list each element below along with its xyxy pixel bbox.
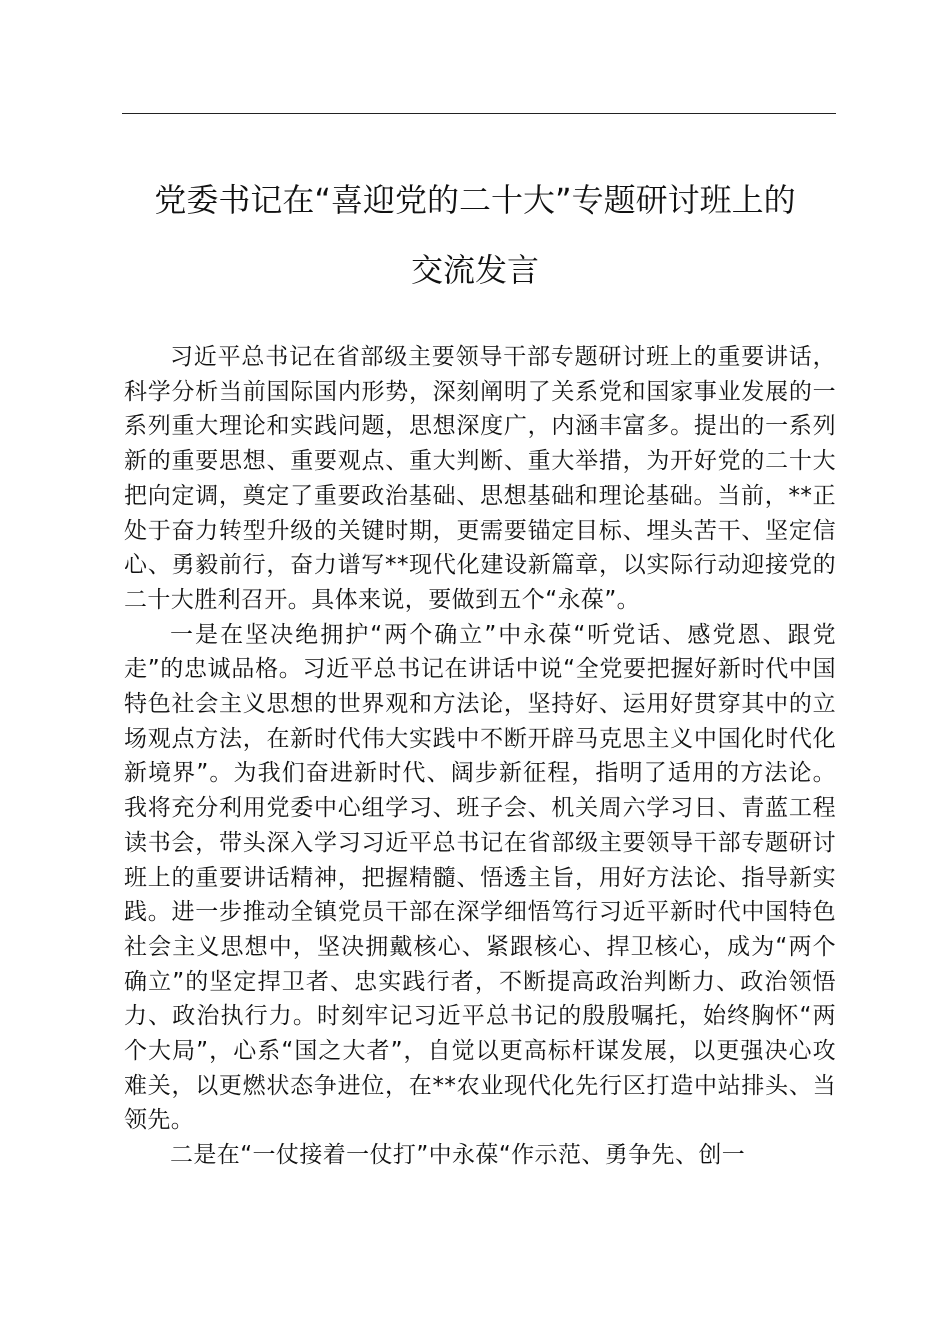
paragraph-intro: 习近平总书记在省部级主要领导干部专题研讨班上的重要讲话，科学分析当前国际国内形势，深刻阐明了关系党和国家事业发展的一系列重大理论和实践问题，思想深度广，内涵丰富多。提出的一系列新的重要思想、重要观点、重大判断、重大举措，为开好党的二十大把向定调，奠定了重要政治基础、思想基础和理论基础。当前，**正处于奋力转型升级的关键时期，更需要锚定目标、埋头苦干、坚定信心、勇毅前行，奋力谱写**现代化建设新篇章，以实际行动迎接党的二十大胜利召开。具体来说，要做到五个“永葆”。 [124, 344, 836, 613]
document-body [124, 340, 836, 1173]
paragraph-point-two: 二是在“一仗接着一仗打”中永葆“作示范、勇争先、创一 [170, 1142, 746, 1169]
header-rule [122, 113, 836, 114]
document-title-line-2: 交流发言 [410, 251, 539, 289]
paragraph-point-one: 一是在坚决绝拥护“两个确立”中永葆“听党话、感党恩、跟党走”的忠诚品格。习近平总书记在讲话中说“全党要把握好新时代中国特色社会主义思想的世界观和方法论，坚持好、运用好贯穿其中的立场观点方法，在新时代伟大实践中不断开辟马克思主义中国化时代化新境界”。为我们奋进新时代、阔步新征程，指明了适用的方法论。我将充分利用党委中心组学习、班子会、机关周六学习日、青蓝工程读书会，带头深入学习习近平总书记在省部级主要领导干部专题研讨班上的重要讲话精神，把握精髓、悟透主旨，用好方法论、指导新实践。进一步推动全镇党员干部在深学细悟笃行习近平新时代中国特色社会主义思想中，坚决拥戴核心、紧跟核心、捍卫核心，成为“两个确立”的坚定捍卫者、忠实践行者，不断提高政治判断力、政治领悟力、政治执行力。时刻牢记习近平总书记的殷殷嘱托，始终胸怀“两个大局”，心系“国之大者”，自觉以更高标杆谋发展，以更强决心攻难关，以更燃状态争进位，在**农业现代化先行区打造中站排头、当领先。 [124, 621, 836, 1134]
document-title-line-1: 党委书记在“喜迎党的二十大”专题研讨班上的 [154, 181, 796, 219]
